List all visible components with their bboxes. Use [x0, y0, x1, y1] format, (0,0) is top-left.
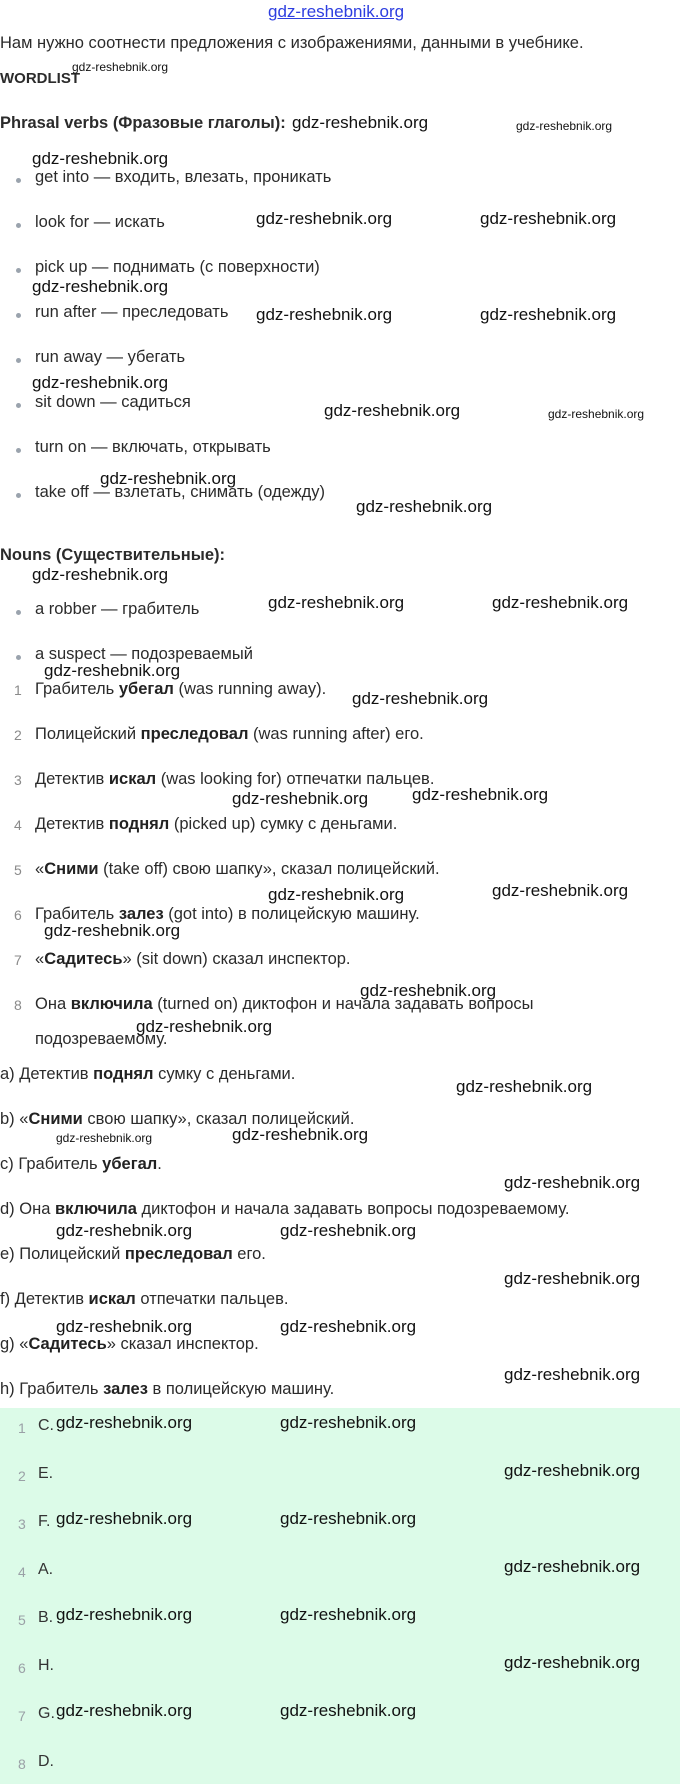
watermark: gdz-reshebnik.org	[136, 1017, 273, 1036]
option-item: g) «Садитесь» сказал инспектор.	[0, 1335, 259, 1353]
option-item: h) Грабитель залез в полицейскую машину.	[0, 1380, 335, 1398]
watermark: gdz-reshebnik.org	[256, 305, 393, 324]
watermark: gdz-reshebnik.org	[480, 305, 617, 324]
watermark: gdz-reshebnik.org	[504, 1653, 641, 1672]
watermark: gdz-reshebnik.org	[44, 921, 181, 940]
option-item: e) Полицейский преследовал его.	[0, 1245, 266, 1263]
answer-row: 7 G.	[18, 1705, 55, 1724]
watermark: gdz-reshebnik.org	[232, 1125, 369, 1144]
watermark: gdz-reshebnik.org	[44, 661, 181, 680]
watermark: gdz-reshebnik.org	[56, 1605, 193, 1624]
watermark: gdz-reshebnik.org	[72, 60, 169, 74]
watermark: gdz-reshebnik.org	[504, 1173, 641, 1192]
bullet-icon	[16, 313, 21, 318]
bullet-icon	[16, 610, 21, 615]
bullet-icon	[16, 448, 21, 453]
bullet-icon	[16, 178, 21, 183]
list-item: turn on — включать, открывать	[0, 438, 680, 460]
list-item: take off — взлетать, снимать (одежду)	[0, 483, 680, 505]
list-item: sit down — садиться	[0, 393, 680, 415]
bullet-icon	[16, 268, 21, 273]
watermark: gdz-reshebnik.org	[280, 1605, 417, 1624]
watermark: gdz-reshebnik.org	[280, 1221, 417, 1240]
watermark: gdz-reshebnik.org	[280, 1509, 417, 1528]
watermark: gdz-reshebnik.org	[56, 1131, 153, 1145]
watermark: gdz-reshebnik.org	[504, 1365, 641, 1384]
sentence-item: 4 Детектив поднял (picked up) сумку с деньгами.	[14, 815, 398, 833]
answer-row: 1 C.	[18, 1417, 54, 1436]
watermark: gdz-reshebnik.org	[492, 593, 629, 612]
answer-row: 3 F.	[18, 1513, 51, 1532]
watermark: gdz-reshebnik.org	[56, 1413, 193, 1432]
watermark: gdz-reshebnik.org	[352, 689, 489, 708]
sentence-item: 1 Грабитель убегал (was running away).	[14, 680, 327, 698]
watermark: gdz-reshebnik.org	[280, 1413, 417, 1432]
watermark: gdz-reshebnik.org	[480, 209, 617, 228]
wordlist-title: WORDLIST	[0, 70, 80, 87]
watermark: gdz-reshebnik.org	[504, 1461, 641, 1480]
watermark: gdz-reshebnik.org	[32, 277, 169, 296]
sentence-item: 2 Полицейский преследовал (was running after) его.	[14, 725, 424, 743]
option-item: f) Детектив искал отпечатки пальцев.	[0, 1290, 289, 1308]
list-item: pick up — поднимать (с поверхности)	[0, 258, 680, 280]
watermark: gdz-reshebnik.org	[256, 209, 393, 228]
watermark: gdz-reshebnik.org	[280, 1317, 417, 1336]
watermark: gdz-reshebnik.org	[280, 1701, 417, 1720]
option-item: b) «Сними свою шапку», сказал полицейский.	[0, 1110, 355, 1128]
watermark: gdz-reshebnik.org	[56, 1509, 193, 1528]
watermark: gdz-reshebnik.org	[548, 407, 645, 421]
site-link[interactable]: gdz-reshebnik.org	[268, 2, 405, 21]
watermark: gdz-reshebnik.org	[100, 469, 237, 488]
list-item: a robber — грабитель	[0, 600, 680, 622]
watermark: gdz-reshebnik.org	[292, 113, 429, 132]
watermark: gdz-reshebnik.org	[268, 885, 405, 904]
watermark: gdz-reshebnik.org	[268, 593, 405, 612]
answer-row: 2 E.	[18, 1465, 54, 1484]
bullet-icon	[16, 655, 21, 660]
watermark: gdz-reshebnik.org	[504, 1557, 641, 1576]
nouns-heading: Nouns (Существительные):	[0, 546, 226, 564]
bullet-icon	[16, 223, 21, 228]
list-item: a suspect — подозреваемый	[0, 645, 680, 667]
watermark: gdz-reshebnik.org	[324, 401, 461, 420]
list-item: run after — преследовать	[0, 303, 680, 325]
option-item: a) Детектив поднял сумку с деньгами.	[0, 1065, 296, 1083]
list-item: get into — входить, влезать, проникать	[0, 168, 680, 190]
watermark: gdz-reshebnik.org	[32, 565, 169, 584]
sentence-item: 7 «Садитесь» (sit down) сказал инспектор.	[14, 950, 351, 968]
answer-row: 5 B.	[18, 1609, 54, 1628]
sentence-item: 8 Она включила (turned on) диктофон и начала задавать вопросы подозреваемому.	[14, 995, 534, 1048]
answer-row: 8 D.	[18, 1753, 54, 1772]
bullet-icon	[16, 403, 21, 408]
option-item: d) Она включила диктофон и начала задавать вопросы подозреваемому.	[0, 1200, 570, 1218]
sentence-item: 5 «Сними (take off) свою шапку», сказал полицейский.	[14, 860, 440, 878]
watermark: gdz-reshebnik.org	[232, 789, 369, 808]
sentence-item: 3 Детектив искал (was looking for) отпечатки пальцев.	[14, 770, 435, 788]
bullet-icon	[16, 493, 21, 498]
answer-row: 6 H.	[18, 1657, 54, 1676]
list-item: run away — убегать	[0, 348, 680, 370]
watermark: gdz-reshebnik.org	[412, 785, 549, 804]
option-item: c) Грабитель убегал.	[0, 1155, 162, 1173]
watermark: gdz-reshebnik.org	[456, 1077, 593, 1096]
answer-row: 4 A.	[18, 1561, 54, 1580]
watermark: gdz-reshebnik.org	[492, 881, 629, 900]
bullet-icon	[16, 358, 21, 363]
watermark: gdz-reshebnik.org	[56, 1221, 193, 1240]
watermark: gdz-reshebnik.org	[32, 373, 169, 392]
phrasal-heading: Phrasal verbs (Фразовые глаголы):	[0, 114, 286, 132]
watermark: gdz-reshebnik.org	[56, 1701, 193, 1720]
watermark: gdz-reshebnik.org	[504, 1269, 641, 1288]
intro-text: Нам нужно соотнести предложения с изображениями, данными в учебнике.	[0, 34, 584, 52]
watermark: gdz-reshebnik.org	[356, 497, 493, 516]
watermark: gdz-reshebnik.org	[516, 119, 613, 133]
watermark: gdz-reshebnik.org	[360, 981, 497, 1000]
list-item: look for — искать	[0, 213, 680, 235]
watermark: gdz-reshebnik.org	[56, 1317, 193, 1336]
sentence-item: 6 Грабитель залез (got into) в полицейскую машину.	[14, 905, 420, 923]
watermark: gdz-reshebnik.org	[32, 149, 169, 168]
